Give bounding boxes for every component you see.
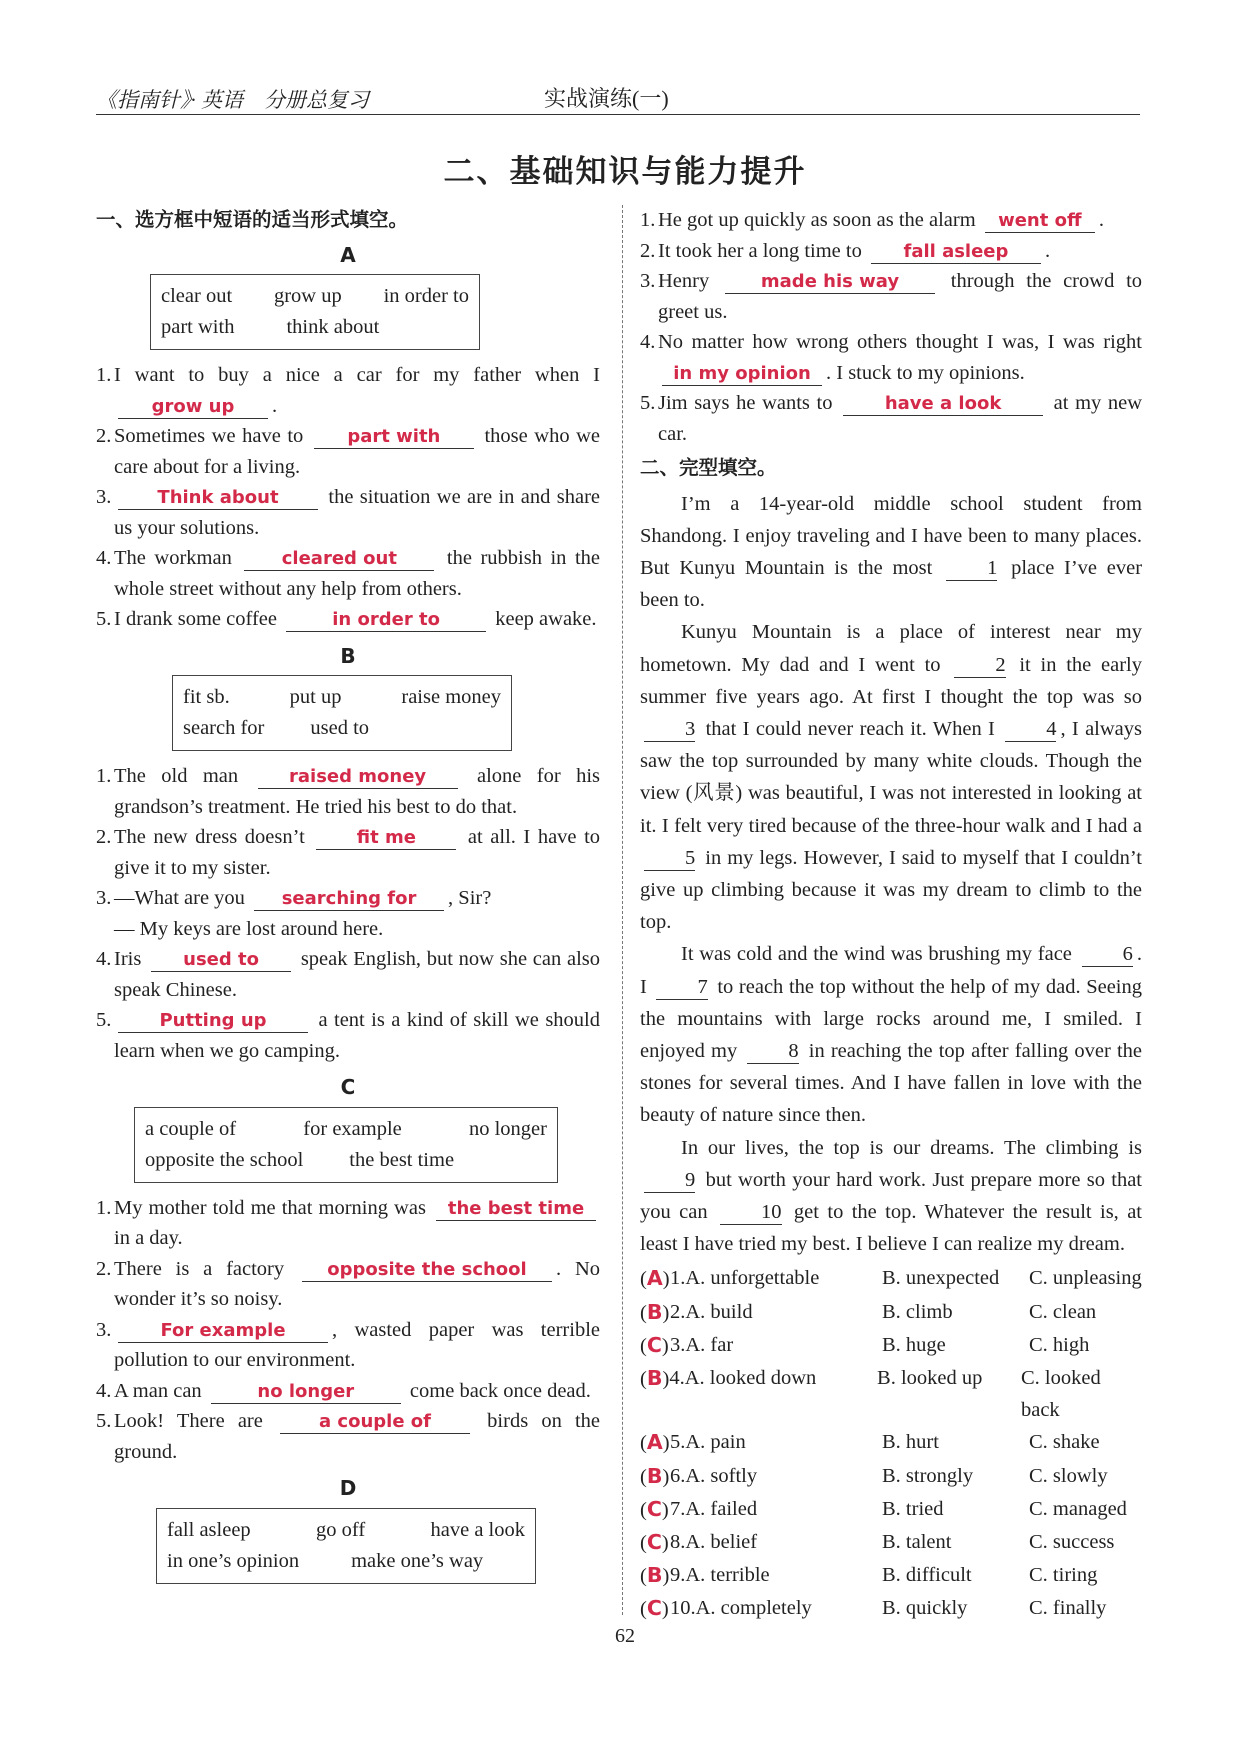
answer-blank: made his way — [725, 271, 935, 294]
answer-blank: cleared out — [244, 548, 434, 571]
phrase: fit sb. — [183, 686, 230, 708]
question: 4. A man can no longer come back once dead. — [96, 1379, 591, 1402]
answer-blank: part with — [314, 426, 474, 449]
question: 2. It took her a long time to fall asleep . — [640, 239, 1051, 262]
question: 4. No matter how wrong others thought I was, I was right in my opinion . I stuck to my opinions. — [640, 331, 1142, 384]
question: 5. Jim says he wants to have a look at my new car. — [640, 392, 1143, 445]
phrase: clear out — [161, 285, 233, 307]
answer-blank: For example — [118, 1320, 328, 1343]
question: 2. The new dress doesn’t fit me at all. I have to give it to my sister. — [96, 826, 601, 879]
option-row: (C) 10.A. completely B. quickly C. finally — [640, 1596, 1107, 1621]
option-row: (A) 5.A. pain B. hurt C. shake — [640, 1430, 1100, 1455]
phrase-box-c — [134, 1107, 558, 1183]
question: 3. —What are you searching for , Sir? — My keys are lost around here. — [96, 887, 492, 940]
passage-paragraph: It was cold and the wind was brushing my face 6 . I 7 to reach the top without the help of my dad. Seeing the mountains with large rocks around me, I smiled. I enjoyed my 8 in reaching the top after falling over the stones for several times. And I have fallen in love with the beauty of nature since then. — [640, 943, 1143, 1127]
cloze-blank: 9 — [644, 1168, 695, 1193]
phrase: the best time — [349, 1148, 455, 1171]
answer-blank: the best time — [436, 1198, 596, 1221]
answer-blank: have a look — [843, 393, 1043, 416]
cloze-blank: 6 — [1082, 942, 1133, 967]
phrase: have a look — [430, 1518, 525, 1541]
group-label-c: C — [340, 1075, 356, 1099]
phrase: a couple of — [145, 1117, 237, 1140]
question: 1. My mother told me that morning was the best time in a day. — [96, 1193, 600, 1254]
phrase: part with — [161, 316, 235, 338]
column-divider — [622, 205, 623, 1615]
group-label-b: B — [340, 643, 356, 668]
cloze-blank: 2 — [954, 653, 1005, 678]
phrase-box-b — [172, 675, 512, 751]
phrase: opposite the school — [145, 1148, 304, 1171]
phrase: no longer — [468, 1117, 547, 1140]
phrase: make one’s way — [351, 1549, 484, 1572]
header-book-title: 《指南针》· 英语 分册总复习 — [96, 88, 369, 112]
right-column — [640, 205, 1142, 1626]
question: 2. There is a factory opposite the school . No wonder it’s so noisy. — [96, 1257, 601, 1310]
phrase: used to — [310, 717, 370, 739]
answer-blank: raised money — [258, 766, 458, 789]
option-row: (B) 4.A. looked down B. looked up C. looked back — [640, 1365, 1101, 1422]
option-row: (C) 8.A. belief B. talent C. success — [640, 1530, 1115, 1554]
question: 2. Sometimes we have to part with those who we care about for a living. — [96, 425, 601, 478]
phrase-box-d — [156, 1508, 536, 1584]
answer-blank: opposite the school — [302, 1259, 552, 1282]
option-row: (C) 3.A. far B. huge C. high — [640, 1332, 1090, 1357]
cloze-blank: 3 — [644, 717, 695, 742]
answer-blank: Think about — [118, 487, 318, 510]
option-row: (C) 7.A. failed B. tried C. managed — [640, 1496, 1127, 1521]
answer-blank: in order to — [286, 609, 486, 632]
answer-blank: Putting up — [118, 1010, 308, 1033]
option-row: (B) 9.A. terrible B. difficult C. tiring — [640, 1563, 1098, 1588]
option-row: (B) 2.A. build B. climb C. clean — [640, 1299, 1097, 1324]
answer-blank: fall asleep — [871, 241, 1041, 264]
cloze-blank: 7 — [656, 975, 707, 1000]
phrase-box-a — [150, 274, 480, 350]
question: 4. Iris used to speak English, but now she can also speak Chinese. — [96, 948, 601, 1001]
answer-blank: a couple of — [280, 1411, 470, 1434]
page-header — [96, 78, 1140, 115]
question: 5. I drank some coffee in order to keep awake. — [96, 608, 597, 630]
phrase: put up — [289, 686, 342, 708]
question: 4. The workman cleared out the rubbish in the whole street without any help from others. — [96, 547, 601, 600]
left-column — [96, 205, 600, 1594]
phrase: grow up — [273, 285, 342, 307]
answer-blank: fit me — [316, 827, 456, 850]
answer-blank: searching for — [254, 888, 444, 911]
question: 3. Think about the situation we are in and share us your solutions. — [96, 486, 600, 539]
options-list — [640, 1262, 1142, 1625]
page-number: 62 — [615, 1625, 635, 1647]
phrase: fall asleep — [167, 1518, 251, 1541]
answer-blank: used to — [151, 949, 291, 972]
page-title: 二、基础知识与能力提升 — [443, 154, 807, 190]
cloze-blank: 8 — [747, 1039, 798, 1064]
answer-blank: no longer — [211, 1381, 401, 1404]
answer-blank: grow up — [118, 396, 268, 419]
question: 3. For example , wasted paper was terrible pollution to our environment. — [96, 1318, 600, 1371]
group-label-a: A — [340, 242, 356, 267]
phrase: search for — [183, 717, 265, 739]
question: 3. Henry made his way through the crowd to greet us. — [640, 270, 1143, 323]
question: 5. Putting up a tent is a kind of skill we should learn when we go camping. — [96, 1009, 601, 1062]
header-section: 实战演练(一) — [544, 86, 669, 111]
phrase: in one’s opinion — [167, 1549, 300, 1572]
passage-paragraph: Kunyu Mountain is a place of interest near my hometown. My dad and I went to 2 it in the early summer five years ago. At first I thought the top was so 3 that I could never reach it. When I 4 , I always saw the top surrounded by many white clouds. Though the view (风景) was beautiful, I was not interested in looking at it. I felt very tired because of the three-hour walk and I had a 5 in my legs. However, I said to myself that I couldn’t give up climbing because it was my dream to climb to the top. — [640, 621, 1143, 934]
cloze-blank: 5 — [644, 846, 695, 871]
phrase: in order to — [383, 285, 469, 307]
cloze-blank: 4 — [1005, 717, 1056, 742]
passage-paragraph: I’m a 14-year-old middle school student from Shandong. I enjoy traveling and I have been to many places. But Kunyu Mountain is the most 1 place I’ve ever been to. — [640, 492, 1143, 612]
question: 1. He got up quickly as soon as the alarm went off . — [640, 209, 1104, 231]
question: 5. Look! There are a couple of birds on the ground. — [96, 1410, 601, 1463]
answer-blank: in my opinion — [662, 363, 822, 386]
phrase: for example — [303, 1117, 402, 1140]
phrase: go off — [316, 1518, 366, 1541]
question: 1. I want to buy a nice a car for my father when I grow up . — [96, 364, 600, 417]
cloze-blank: 1 — [946, 556, 997, 581]
part1-heading: 一、选方框中短语的适当形式填空。 — [96, 208, 409, 231]
option-row: (B) 6.A. softly B. strongly C. slowly — [640, 1463, 1108, 1488]
option-row: (A) 1.A. unforgettable B. unexpected C. unpleasing — [640, 1266, 1142, 1291]
answer-blank: went off — [985, 210, 1095, 233]
passage-paragraph: In our lives, the top is our dreams. The climbing is 9 but worth your hard work. Just prepare more so that you can 10 get to the top. Whatever the result is, at least I have tried my best. I believe I can realize my dream. — [640, 1136, 1142, 1256]
cloze-blank: 10 — [720, 1200, 782, 1225]
phrase: raise money — [401, 686, 501, 708]
group-label-d: D — [339, 1476, 357, 1500]
phrase: think about — [286, 316, 380, 338]
question: 1. The old man raised money alone for his grandson’s treatment. He tried his best to do that. — [96, 765, 601, 818]
part2-heading: 二、完型填空。 — [640, 456, 777, 479]
